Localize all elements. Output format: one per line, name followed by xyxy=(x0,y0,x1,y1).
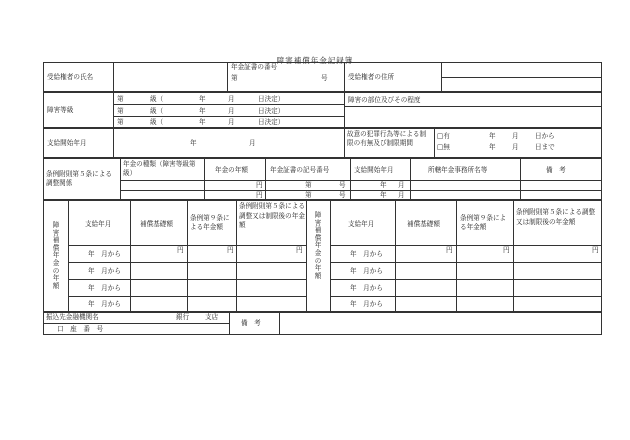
annual-header-base-left: 補償基礎額 xyxy=(140,220,173,228)
grade-line-3-kyu: 級（ xyxy=(150,118,164,126)
pension-number-label: 年金証書の番号 xyxy=(231,63,278,71)
adjust-row2-nen: 年 xyxy=(380,191,387,199)
restriction-to-tsuki: 月 xyxy=(512,143,519,151)
annual-header-art9-right: 条例第９条による年金額 xyxy=(460,214,507,231)
grade-line-1-nen: 年 xyxy=(199,95,206,103)
annual-right-yen-adjusted: 円 xyxy=(592,246,599,254)
annual-right-row3-month: 年 月から xyxy=(350,284,383,292)
restriction-yes-checkbox[interactable]: □有 xyxy=(437,132,450,140)
annual-header-art9-left: 条例第９条による年金額 xyxy=(190,214,230,231)
annual-header-adjusted-left: 条例附則第５条による調整又は制限後の年金額 xyxy=(239,202,305,229)
account-number-label: 口 座 番 号 xyxy=(57,325,104,333)
adjust-header-cert-no: 年金証書の記号番号 xyxy=(270,166,330,174)
grade-line-1-kyu: 級（ xyxy=(150,95,164,103)
recipient-address-label: 受給権者の住所 xyxy=(348,73,395,81)
grade-line-2-nen: 年 xyxy=(199,107,206,115)
adjust-header-annual: 年金の年額 xyxy=(215,166,248,174)
grade-line-2-tsuki: 月 xyxy=(228,107,235,115)
annual-side-label-left: 障害補償年金の年額 xyxy=(52,221,60,290)
annual-left-yen-base: 円 xyxy=(177,246,184,254)
adjust-header-office: 所轄年金事務所名等 xyxy=(428,166,488,174)
payment-start-nen: 年 xyxy=(190,139,197,147)
annual-header-month-left: 支給年月 xyxy=(85,220,112,228)
adjust-row1-yen: 円 xyxy=(256,181,263,189)
injury-part-label: 障害の部位及びその程度 xyxy=(348,96,421,104)
adjust-header-start: 支給開始年月 xyxy=(354,166,394,174)
bank-suffix: 銀行 xyxy=(176,313,190,321)
annual-left-row2-month: 年 月から xyxy=(88,267,121,275)
annual-left-row4-month: 年 月から xyxy=(88,300,121,308)
adjust-row1-dai: 第 xyxy=(305,181,312,189)
adjust-row2-yen: 円 xyxy=(256,191,263,199)
branch-suffix: 支店 xyxy=(205,313,219,321)
grade-line-2-kyu: 級（ xyxy=(150,107,164,115)
annual-right-yen-base: 円 xyxy=(446,246,453,254)
restriction-to-nen: 年 xyxy=(489,143,496,151)
grade-line-2-dai: 第 xyxy=(117,107,124,115)
pension-number-dai: 第 xyxy=(231,74,238,82)
row-grade xyxy=(43,92,602,128)
annual-left-row1-month: 年 月から xyxy=(88,250,121,258)
annual-left-yen-adjusted: 円 xyxy=(296,246,303,254)
document-title: 障害補償年金記録簿 xyxy=(276,56,354,65)
restriction-from-nen: 年 xyxy=(489,132,496,140)
adjust-row2-go: 号 xyxy=(339,191,346,199)
adjust-row1-go: 号 xyxy=(339,181,346,189)
grade-label: 障害等級 xyxy=(47,106,74,114)
grade-line-2-hi: 日決定） xyxy=(258,107,285,115)
restriction-from-kara: 日から xyxy=(535,132,555,140)
bank-name-label: 振込先金融機関名 xyxy=(46,313,99,321)
annual-left-row3-month: 年 月から xyxy=(88,284,121,292)
grade-line-3-tsuki: 月 xyxy=(228,118,235,126)
adjust-row2-dai: 第 xyxy=(305,191,312,199)
adjust-row2-tsuki: 月 xyxy=(398,191,405,199)
annual-right-row2-month: 年 月から xyxy=(350,267,383,275)
adjustment-label: 条例附則第５条による調整関係 xyxy=(46,170,112,187)
pension-number-go: 号 xyxy=(321,74,328,82)
recipient-name-label: 受給権者の氏名 xyxy=(47,73,94,81)
adjust-row1-nen: 年 xyxy=(380,181,387,189)
grade-line-3-dai: 第 xyxy=(117,118,124,126)
payment-start-label: 支給開始年月 xyxy=(47,139,87,147)
grade-line-1-hi: 日決定） xyxy=(258,95,285,103)
grade-line-1-dai: 第 xyxy=(117,95,124,103)
annual-right-row1-month: 年 月から xyxy=(350,250,383,258)
annual-header-base-right: 補償基礎額 xyxy=(407,220,440,228)
adjust-row1-tsuki: 月 xyxy=(398,181,405,189)
annual-header-adjusted-right: 条例附則第５条による調整又は制限後の年金額 xyxy=(516,208,596,226)
restriction-from-tsuki: 月 xyxy=(512,132,519,140)
annual-left-yen-art9: 円 xyxy=(227,246,234,254)
grade-line-1-tsuki: 月 xyxy=(228,95,235,103)
annual-right-row4-month: 年 月から xyxy=(350,300,383,308)
adjust-header-remarks: 備 考 xyxy=(546,166,566,174)
adjust-header-pension-type: 年金の種類（障害等級第 級） xyxy=(123,160,203,177)
annual-header-month-right: 支給年月 xyxy=(348,220,375,228)
restriction-no-checkbox[interactable]: □無 xyxy=(437,143,450,151)
annual-side-label-right: 障害補償年金の年額 xyxy=(314,211,322,280)
crime-restriction-label: 故意の犯罪行為等による制限の有無及び制限期間 xyxy=(347,130,427,147)
bank-remarks-label: 備 考 xyxy=(241,319,261,327)
annual-right-yen-art9: 円 xyxy=(503,246,510,254)
grade-line-3-hi: 日決定） xyxy=(258,118,285,126)
restriction-to-made: 日まで xyxy=(535,143,555,151)
payment-start-tsuki: 月 xyxy=(249,139,256,147)
grade-line-3-nen: 年 xyxy=(199,118,206,126)
